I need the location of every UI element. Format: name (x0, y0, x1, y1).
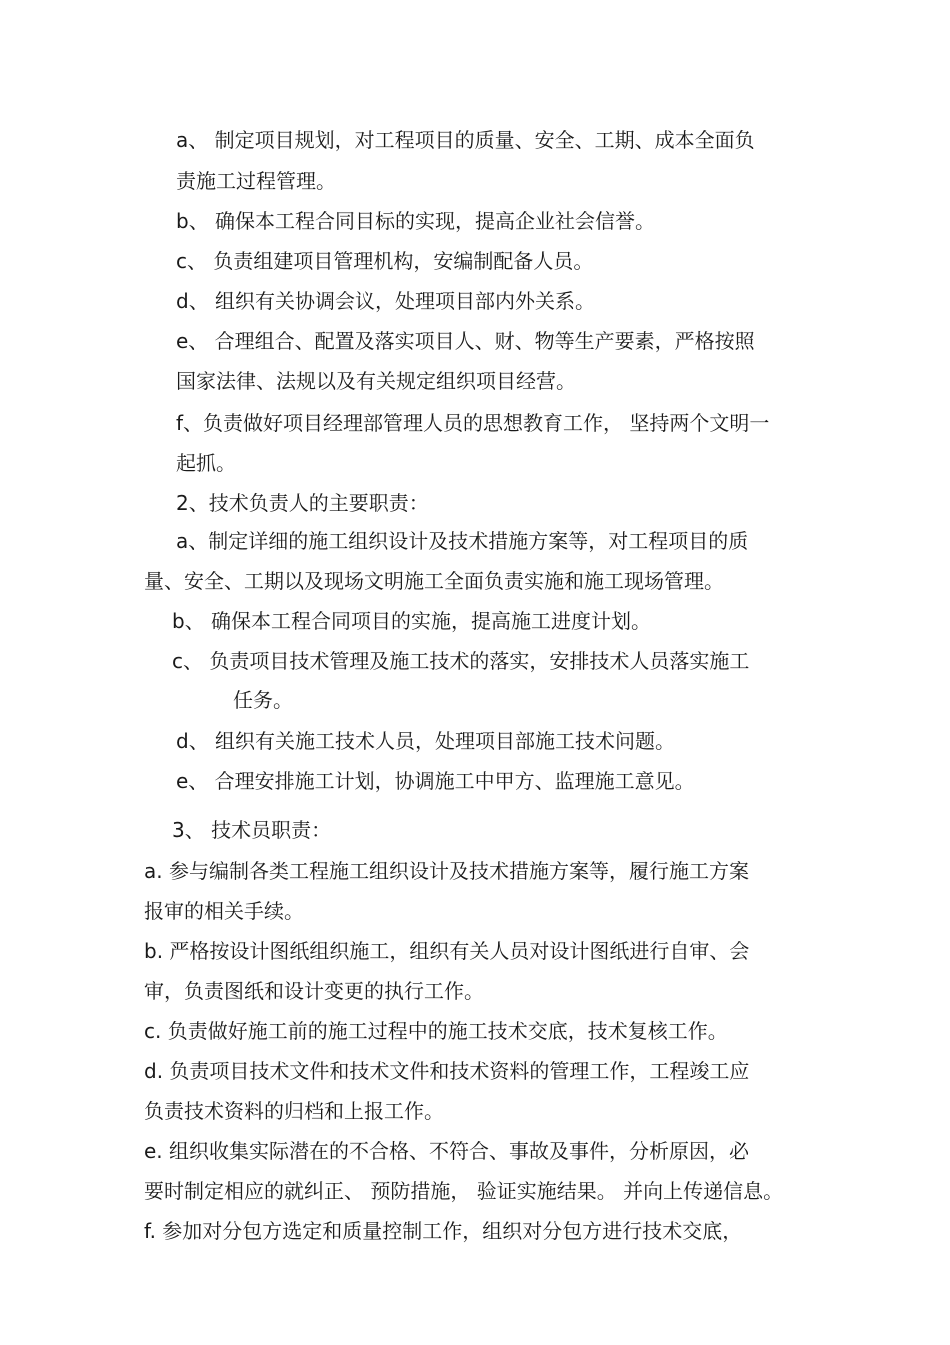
text-line: 责施工过程管理。 (176, 169, 336, 193)
text-line: 负责技术资料的归档和上报工作。 (144, 1099, 444, 1123)
text-line: 起抓。 (176, 451, 236, 475)
text-line: a、制定详细的施工组织设计及技术措施方案等，对工程项目的质 (176, 529, 749, 553)
text-line: b、 确保本工程合同目标的实现，提高企业社会信誉。 (176, 209, 656, 233)
text-line: f. 参加对分包方选定和质量控制工作，组织对分包方进行技术交底， (144, 1219, 743, 1243)
section-heading: 3、 技术员职责： (172, 818, 332, 842)
text-line: e. 组织收集实际潜在的不合格、不符合、事故及事件，分析原因，必 (144, 1139, 750, 1163)
section-heading: 2、技术负责人的主要职责： (176, 491, 429, 515)
text-line: 审，负责图纸和设计变更的执行工作。 (144, 979, 484, 1003)
text-line: b、 确保本工程合同项目的实施，提高施工进度计划。 (172, 609, 652, 633)
text-line: f、负责做好项目经理部管理人员的思想教育工作， 坚持两个文明一 (176, 411, 770, 435)
text-line: c、 负责组建项目管理机构，安编制配备人员。 (176, 249, 594, 273)
text-line: a. 参与编制各类工程施工组织设计及技术措施方案等，履行施工方案 (144, 859, 749, 883)
text-line: e、 合理组合、配置及落实项目人、财、物等生产要素，严格按照 (176, 329, 755, 353)
text-line: 量、安全、工期以及现场文明施工全面负责实施和施工现场管理。 (144, 569, 724, 593)
text-line: d、 组织有关协调会议，处理项目部内外关系。 (176, 289, 596, 313)
text-line: c. 负责做好施工前的施工过程中的施工技术交底，技术复核工作。 (144, 1019, 728, 1043)
text-line: 报审的相关手续。 (144, 899, 304, 923)
text-line: d. 负责项目技术文件和技术文件和技术资料的管理工作，工程竣工应 (144, 1059, 750, 1083)
text-line: 任务。 (233, 688, 293, 712)
text-line: a、 制定项目规划，对工程项目的质量、安全、工期、成本全面负 (176, 128, 755, 152)
text-line: b. 严格按设计图纸组织施工，组织有关人员对设计图纸进行自审、会 (144, 939, 750, 963)
text-line: 国家法律、法规以及有关规定组织项目经营。 (176, 369, 576, 393)
text-line: d、 组织有关施工技术人员，处理项目部施工技术问题。 (176, 729, 676, 753)
text-line: 要时制定相应的就纠正、 预防措施， 验证实施结果。 并向上传递信息。 (144, 1179, 784, 1203)
text-line: c、 负责项目技术管理及施工技术的落实，安排技术人员落实施工 (172, 649, 750, 673)
text-line: e、 合理安排施工计划，协调施工中甲方、监理施工意见。 (176, 769, 695, 793)
